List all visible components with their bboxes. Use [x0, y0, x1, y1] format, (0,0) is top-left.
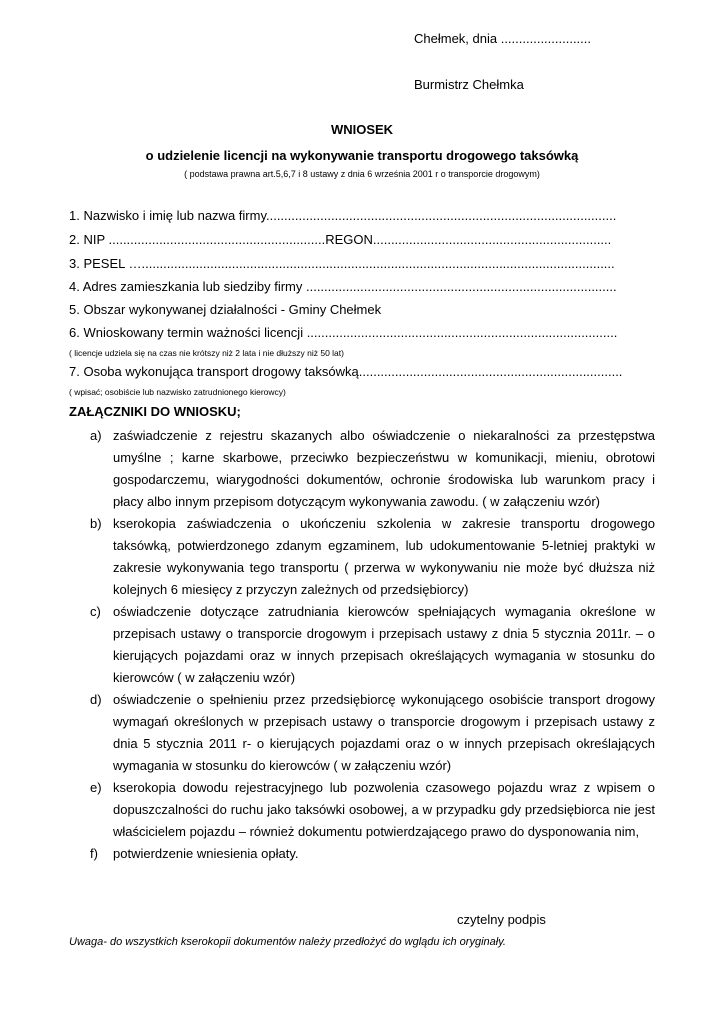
list-item-text: zaświadczenie z rejestru skazanych albo oświadczenie o niekaralności za przestępstwa umyślne ; karne skarbowe, przeciwko bezpieczeństwu w komunikacji, mieniu, obrotowi gospodarczemu, wiarygodności dokumentów, ochronie środowiska lub warunkom pracy i płacy albo innym przepisom dotyczącym wykonywania zawodu. ( w załączeniu wzór) — [113, 428, 655, 509]
list-marker: e) — [90, 780, 102, 795]
list-item — [69, 777, 655, 843]
list-marker: d) — [90, 692, 102, 707]
note-licence-term: ( licencje udziela się na czas nie krótszy niż 2 lata i nie dłuższy niż 50 lat) — [69, 348, 344, 358]
attachments-heading: ZAŁĄCZNIKI DO WNIOSKU; — [69, 404, 241, 419]
list-marker: a) — [90, 428, 102, 443]
field-driver: 7. Osoba wykonująca transport drogowy taksówką......................................................................... — [69, 364, 623, 379]
list-item-text: kserokopia zaświadczenia o ukończeniu szkolenia w zakresie transportu drogowego taksówką, potwierdzonego zdanym egzaminem, lub udokumentowanie 5-letniej praktyki w zakresie wykonywania tego transportu ( przerwa w wykonywaniu nie może być dłuższa niż kolejnych 6 miesięcy z przyczyn zależnych od przedsiębiorcy) — [113, 516, 655, 597]
city-date-line: Chełmek, dnia ......................... — [414, 31, 592, 46]
list-item — [69, 425, 655, 513]
list-item — [69, 843, 655, 865]
field-name: 1. Nazwisko i imię lub nazwa firmy................................................................................................. — [69, 208, 617, 223]
list-marker: c) — [90, 604, 101, 619]
field-pesel: 3. PESEL …................................................................................................................................... — [69, 256, 615, 271]
list-item — [69, 513, 655, 601]
list-item-text: potwierdzenie wniesienia opłaty. — [113, 846, 299, 861]
signature-label: czytelny podpis — [457, 912, 546, 927]
document-title: WNIOSEK — [330, 122, 394, 137]
document-subtitle: o udzielenie licencji na wykonywanie transportu drogowego taksówką — [145, 148, 579, 163]
list-marker: b) — [90, 516, 102, 531]
field-licence-term: 6. Wnioskowany termin ważności licencji ...................................................................................... — [69, 325, 618, 340]
note-driver: ( wpisać; osobiście lub nazwisko zatrudnionego kierowcy) — [69, 387, 286, 397]
list-item — [69, 601, 655, 689]
addressee: Burmistrz Chełmka — [414, 77, 524, 92]
field-nip-regon: 2. NIP ............................................................REGON.................................................................. — [69, 232, 612, 247]
list-marker: f) — [90, 846, 98, 861]
list-item-text: kserokopia dowodu rejestracyjnego lub pozwolenia czasowego pojazdu wraz z wpisem o dopuszczalności do ruchu jako taksówki osobowej, a w przypadku gdy przedsiębiorca nie jest właścicielem pojazdu – również dokumentu potwierdzającego prawo do dysponowania nim, — [113, 780, 655, 839]
attachments-list — [69, 425, 655, 865]
field-address: 4. Adres zamieszkania lub siedziby firmy ...................................................................................... — [69, 279, 617, 294]
remark-note: Uwaga- do wszystkich kserokopii dokumentów należy przedłożyć do wglądu ich oryginały. — [69, 936, 506, 948]
field-area: 5. Obszar wykonywanej działalności - Gminy Chełmek — [69, 302, 382, 317]
legal-basis: ( podstawa prawna art.5,6,7 i 8 ustawy z dnia 6 września 2001 r o transporcie drogowym) — [184, 169, 540, 179]
list-item — [69, 689, 655, 777]
list-item-text: oświadczenie o spełnieniu przez przedsiębiorcę wykonującego osobiście transport drogowy wymagań określonych w przepisach ustawy o transporcie drogowym i przepisach ustawy z dnia 5 stycznia 2011 r- o kierujących pojazdami oraz o w innych przepisach określających wymagania w stosunku do kierowców ( w załączeniu wzór) — [113, 692, 655, 773]
list-item-text: oświadczenie dotyczące zatrudniania kierowców spełniających wymagania określone w przepisach ustawy o transporcie drogowym i przepisach ustawy z dnia 5 stycznia 2011r. – o kierujących pojazdami oraz w innych przepisach określających wymagania w stosunku do kierowców ( w załączeniu wzór) — [113, 604, 655, 685]
